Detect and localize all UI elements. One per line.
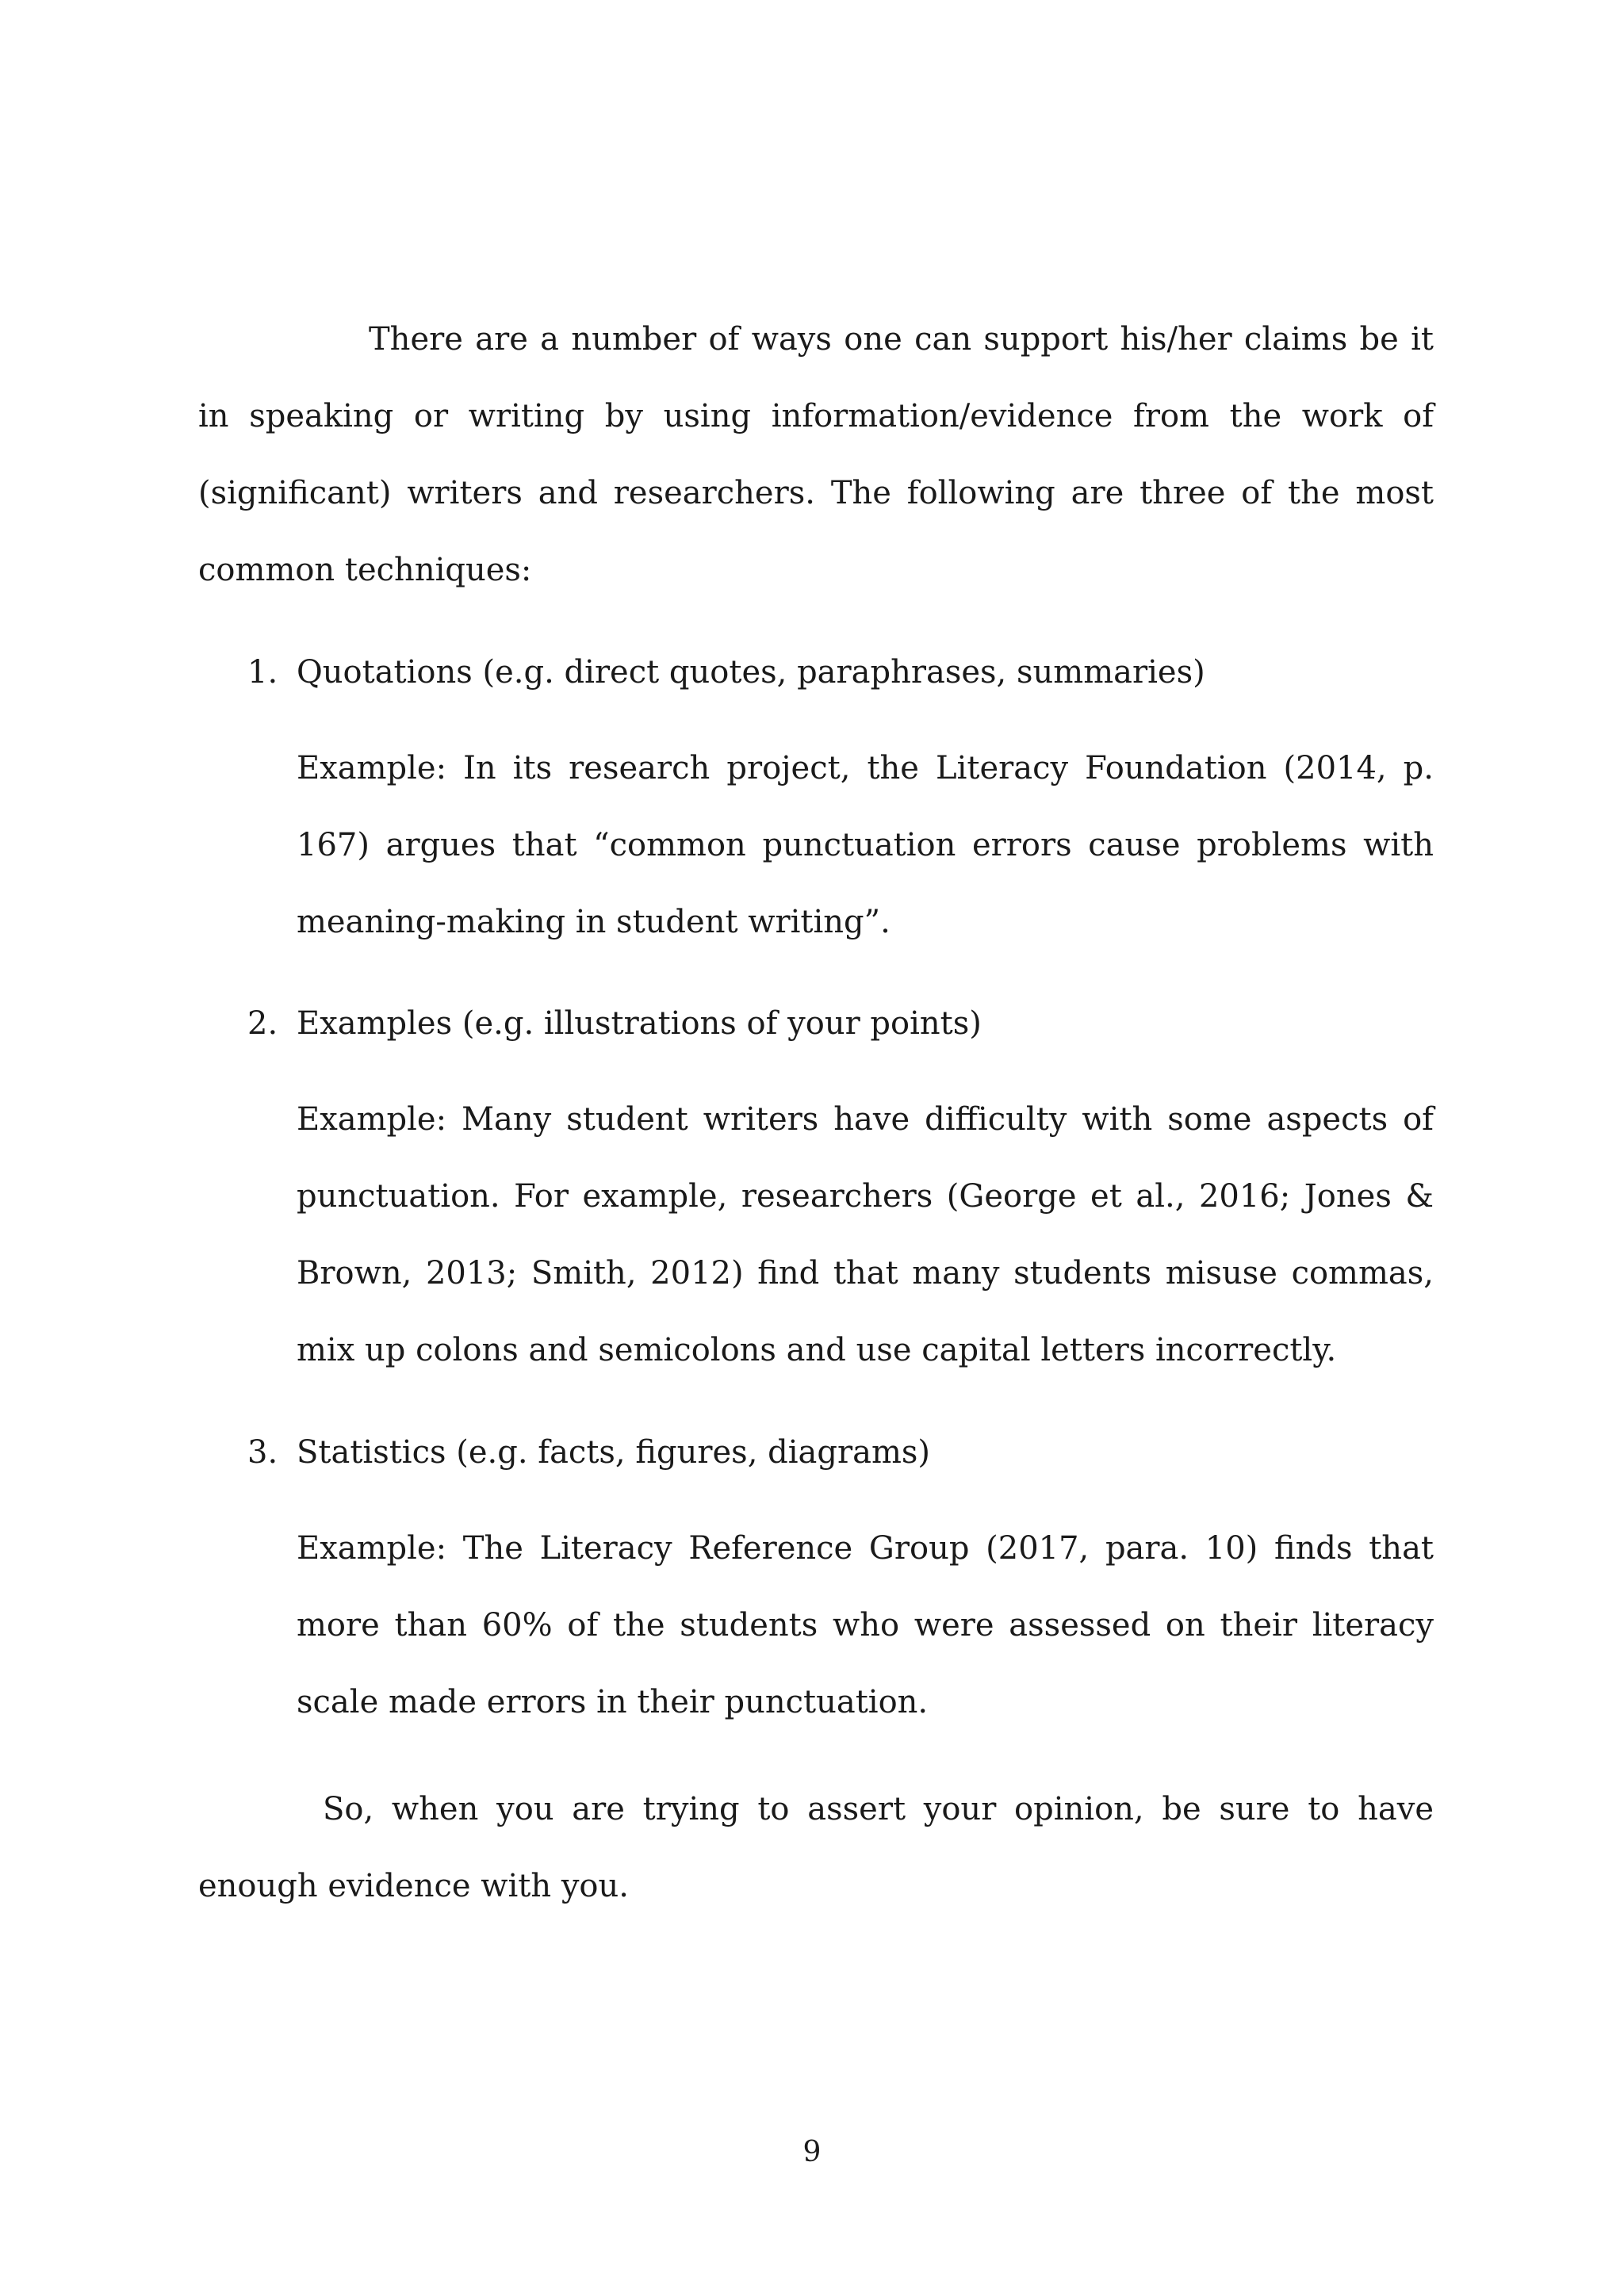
intro-paragraph xyxy=(198,301,1434,609)
example-quotations xyxy=(297,730,1434,961)
example-text: Example: In its research project, the Literacy Foundation (2014, p. 167) argues that “common punctuation errors cause problems with meaning-making in student writing”. xyxy=(297,750,1434,940)
example-examples xyxy=(297,1081,1434,1389)
closing-paragraph xyxy=(198,1771,1434,1925)
list-number: 3. xyxy=(247,1434,278,1471)
example-text: Example: The Literacy Reference Group (2017, para. 10) finds that more than 60% of the students who were assessed on their literacy scale made errors in their punctuation. xyxy=(297,1530,1434,1720)
page-number: 9 xyxy=(802,2136,822,2168)
list-label: Statistics (e.g. facts, figures, diagrams) xyxy=(297,1434,931,1471)
intro-text: There are a number of ways one can support his/her claims be it in speaking or writing by using information/evidence from the work of (significant) writers and researchers. The following are three of the most common techniques: xyxy=(198,321,1434,588)
closing-text: So, when you are trying to assert your opinion, be sure to have enough evidence with you. xyxy=(198,1791,1434,1904)
list-number: 1. xyxy=(247,654,278,691)
list-label: Examples (e.g. illustrations of your points) xyxy=(297,1005,982,1042)
list-number: 2. xyxy=(247,1005,278,1042)
example-statistics xyxy=(297,1510,1434,1741)
example-text: Example: Many student writers have difficulty with some aspects of punctuation. For example, researchers (George et al., 2016; Jones & Brown, 2013; Smith, 2012) find that many students misuse commas, mix up colons and semicolons and use capital letters incorrectly. xyxy=(297,1101,1434,1368)
list-label: Quotations (e.g. direct quotes, paraphrases, summaries) xyxy=(297,654,1205,691)
